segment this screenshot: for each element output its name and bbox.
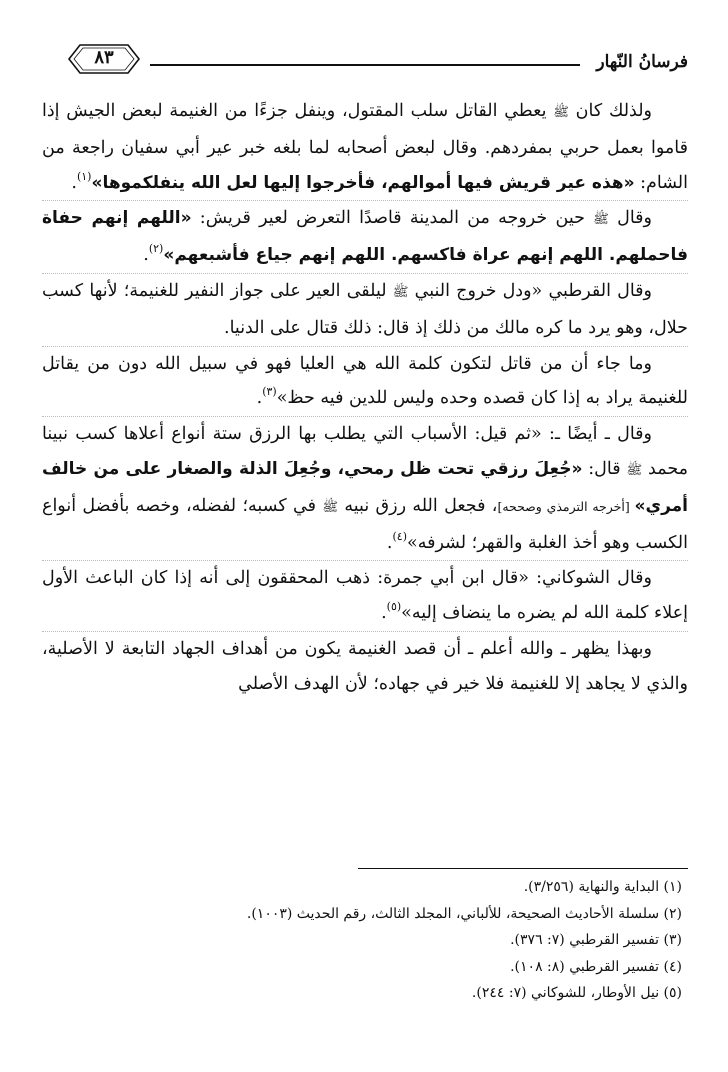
hadith-quote: «جُعِلَ رزقي تحت ظل رمحي، وجُعِلَ الذلة والصغار على من خالف أمري»	[42, 458, 688, 516]
takhrij-note: [أخرجه الترمذي وصححه]	[497, 498, 635, 514]
text-run: في كسبه؛ لفضله، وخصه بأفضل أنواع الكسب وهو أخذ الغلبة والقهر؛ لشرفه»	[42, 495, 688, 553]
text-run: .	[71, 172, 77, 193]
paragraph-3	[42, 273, 688, 346]
page-number-badge	[66, 42, 142, 76]
footnotes-list	[42, 874, 682, 1007]
text-run: وقال	[608, 208, 652, 229]
hadith-quote: «اللهم إنهم حفاة فاحملهم. اللهم إنهم عراة فاكسهم. اللهم إنهم جياع فأشبعهم»	[42, 208, 688, 266]
text-run: .	[143, 245, 149, 266]
header-rule	[150, 64, 580, 66]
footnote-rule	[358, 868, 688, 869]
footnote-ref-4[interactable]: (٤)	[392, 529, 408, 543]
hadith-quote: «هذه عير قريش فيها أموالهم، فأخرجوا إليها لعل الله ينفلكموها»	[91, 172, 635, 193]
paragraph-5	[42, 416, 688, 560]
footnote-ref-2[interactable]: (٢)	[148, 242, 164, 256]
text-run: .	[386, 532, 393, 553]
text-run: وما جاء أن من قاتل لتكون كلمة الله هي العليا فهو في سبيل الله دون من يقاتل للغنيمة يراد به إذا كان قصده وحده وليس للدين فيه حظ»	[42, 353, 688, 409]
salawat-glyph: ﷺ	[626, 462, 643, 478]
paragraph-2	[42, 200, 688, 273]
text-run: وقال القرطبي «ودل خروج النبي	[408, 280, 652, 301]
salawat-glyph: ﷺ	[593, 212, 609, 228]
footnote-3: (٣) تفسير القرطبي (٧: ٣٧٦).	[510, 932, 682, 948]
footnote-2: (٢) سلسلة الأحاديث الصحيحة، للألباني، المجلد الثالث، رقم الحديث (١٠٠٣).	[246, 905, 682, 922]
footnote-1: (١) البداية والنهاية (٣/٢٥٦).	[523, 879, 682, 895]
footnote-ref-5[interactable]: (٥)	[386, 600, 402, 614]
text-run: ليلقى العير على جواز النفير للغنيمة؛ لأنها كسب حلال، وهو يرد ما كره مالك من ذلك إذ قال: ذلك قتال على الدنيا.	[42, 280, 688, 338]
page-number: ٨٣	[94, 47, 114, 68]
salawat-glyph: ﷺ	[322, 499, 339, 515]
text-run: حين خروجه من المدينة قاصدًا التعرض لعير قريش:	[191, 208, 594, 229]
salawat-glyph: ﷺ	[553, 105, 569, 120]
text-run: ولذلك كان	[568, 101, 652, 121]
paragraph-7	[42, 631, 688, 702]
salawat-glyph: ﷺ	[392, 284, 409, 300]
text-run: وقال الشوكاني: «قال ابن أبي جمرة: ذهب المحققون إلى أنه إذا كان الباعث الأول إعلاء كلمة الله لم يضره ما ينضاف إليه»	[42, 568, 688, 624]
footnote-ref-3[interactable]: (٣)	[262, 385, 277, 399]
text-run: .	[381, 603, 387, 624]
text-run: وقال ـ أيضًا ـ: «ثم قيل: الأسباب التي يطلب بها الرزق ستة أنواع أعلاها كسب نبينا محمد	[42, 424, 688, 479]
footnote-5: (٥) نيل الأوطار، للشوكاني (٧: ٢٤٤).	[471, 985, 682, 1001]
paragraph-6	[42, 560, 688, 631]
text-run: قال:	[582, 458, 627, 479]
footnote-ref-1[interactable]: (١)	[76, 169, 92, 183]
text-run: وبهذا يظهر ـ والله أعلم ـ أن قصد الغنيمة يكون من أهداف الجهاد التابعة لا الأصلية، والذي لا يجاهد إلا للغنيمة فلا خير في جهاده؛ لأن الهدف الأصلي	[42, 638, 688, 694]
paragraph-1	[42, 94, 688, 200]
footnote-4: (٤) تفسير القرطبي (٨: ١٠٨).	[510, 958, 682, 975]
main-text	[42, 94, 688, 702]
text-run: يعطي القاتل سلب المقتول، وينفل جزءًا من الغنيمة لبعض الجيش إذا قاموا بعمل حربي بمفردهم. وقال لبعض أصحابه لما بلغه خبر عير أبي سفيان راجعة من الشام:	[42, 101, 688, 193]
paragraph-4	[42, 346, 688, 417]
text-run: .	[256, 388, 263, 409]
running-header-title: فرسانُ النّهار	[596, 52, 688, 72]
text-run: ، فجعل الله رزق نبيه	[338, 495, 498, 516]
